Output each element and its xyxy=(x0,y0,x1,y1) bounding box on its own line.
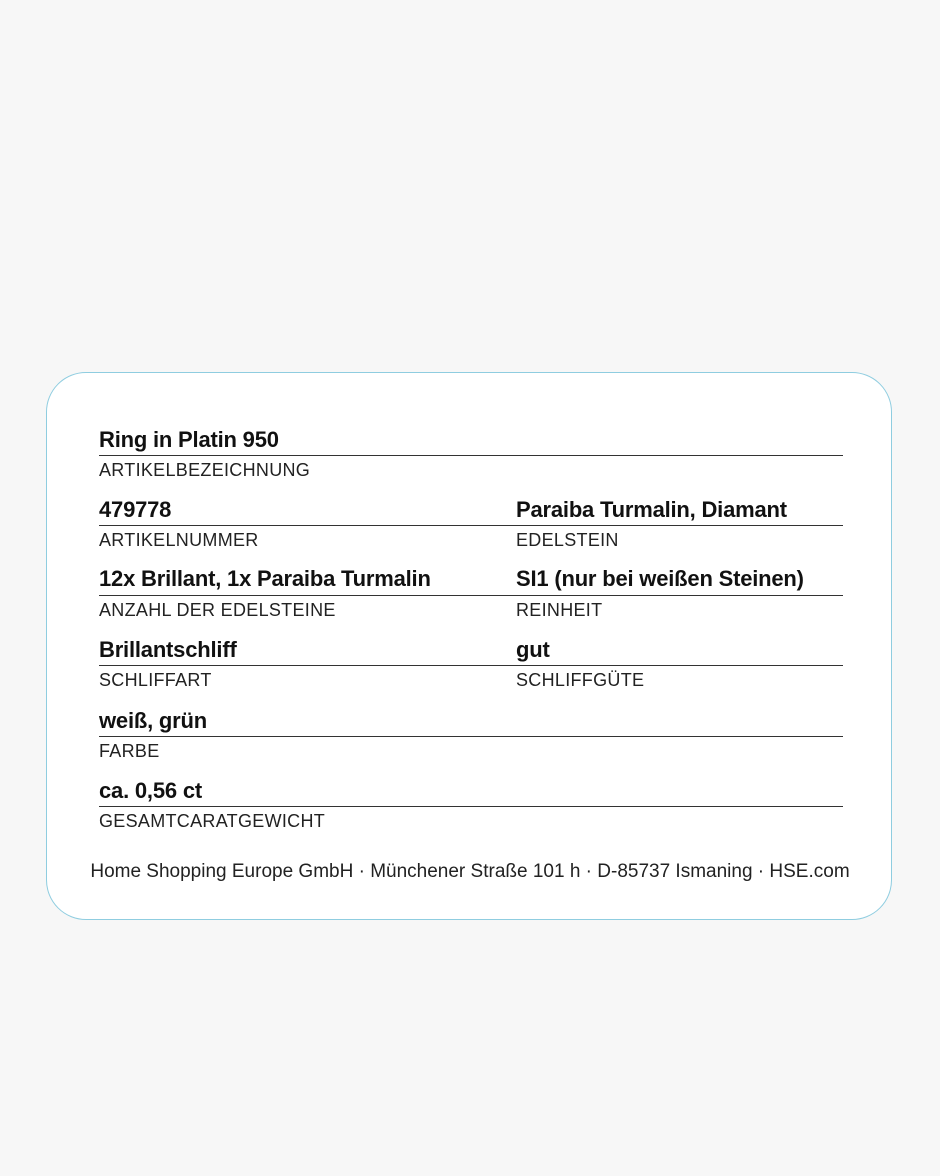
artikelbezeichnung-rule xyxy=(99,455,843,456)
artikelbezeichnung-value: Ring in Platin 950 xyxy=(99,427,279,452)
schliffart-rule xyxy=(99,665,516,666)
farbe-value: weiß, grün xyxy=(99,708,208,733)
anzahl-edelsteine-rule xyxy=(99,595,516,596)
farbe-label: FARBE xyxy=(99,741,160,761)
schliffguete-label: SCHLIFFGÜTE xyxy=(516,670,645,690)
anzahl-edelsteine-value: 12x Brillant, 1x Paraiba Turmalin xyxy=(99,566,431,591)
company-footer: Home Shopping Europe GmbH · Münchener Straße 101 h · D-85737 Ismaning · HSE.com xyxy=(90,861,850,882)
farbe-rule xyxy=(99,736,843,737)
schliffart-value: Brillantschliff xyxy=(99,637,237,662)
product-info-card xyxy=(46,372,892,920)
artikelnummer-value: 479778 xyxy=(99,497,172,522)
anzahl-edelsteine-label: ANZAHL DER EDELSTEINE xyxy=(99,600,336,620)
artikelnummer-rule xyxy=(99,525,516,526)
schliffguete-rule xyxy=(516,665,843,666)
reinheit-label: REINHEIT xyxy=(516,600,603,620)
artikelnummer-label: ARTIKELNUMMER xyxy=(99,530,259,550)
schliffguete-value: gut xyxy=(516,637,550,662)
gesamtcaratgewicht-label: GESAMTCARATGEWICHT xyxy=(99,811,326,831)
artikelbezeichnung-label: ARTIKELBEZEICHNUNG xyxy=(99,460,311,480)
gesamtcaratgewicht-value: ca. 0,56 ct xyxy=(99,778,202,803)
reinheit-rule xyxy=(516,595,843,596)
reinheit-value: SI1 (nur bei weißen Steinen) xyxy=(516,566,804,591)
edelstein-label: EDELSTEIN xyxy=(516,530,619,550)
edelstein-value: Paraiba Turmalin, Diamant xyxy=(516,497,787,522)
edelstein-rule xyxy=(516,525,843,526)
gesamtcaratgewicht-rule xyxy=(99,806,843,807)
schliffart-label: SCHLIFFART xyxy=(99,670,212,690)
